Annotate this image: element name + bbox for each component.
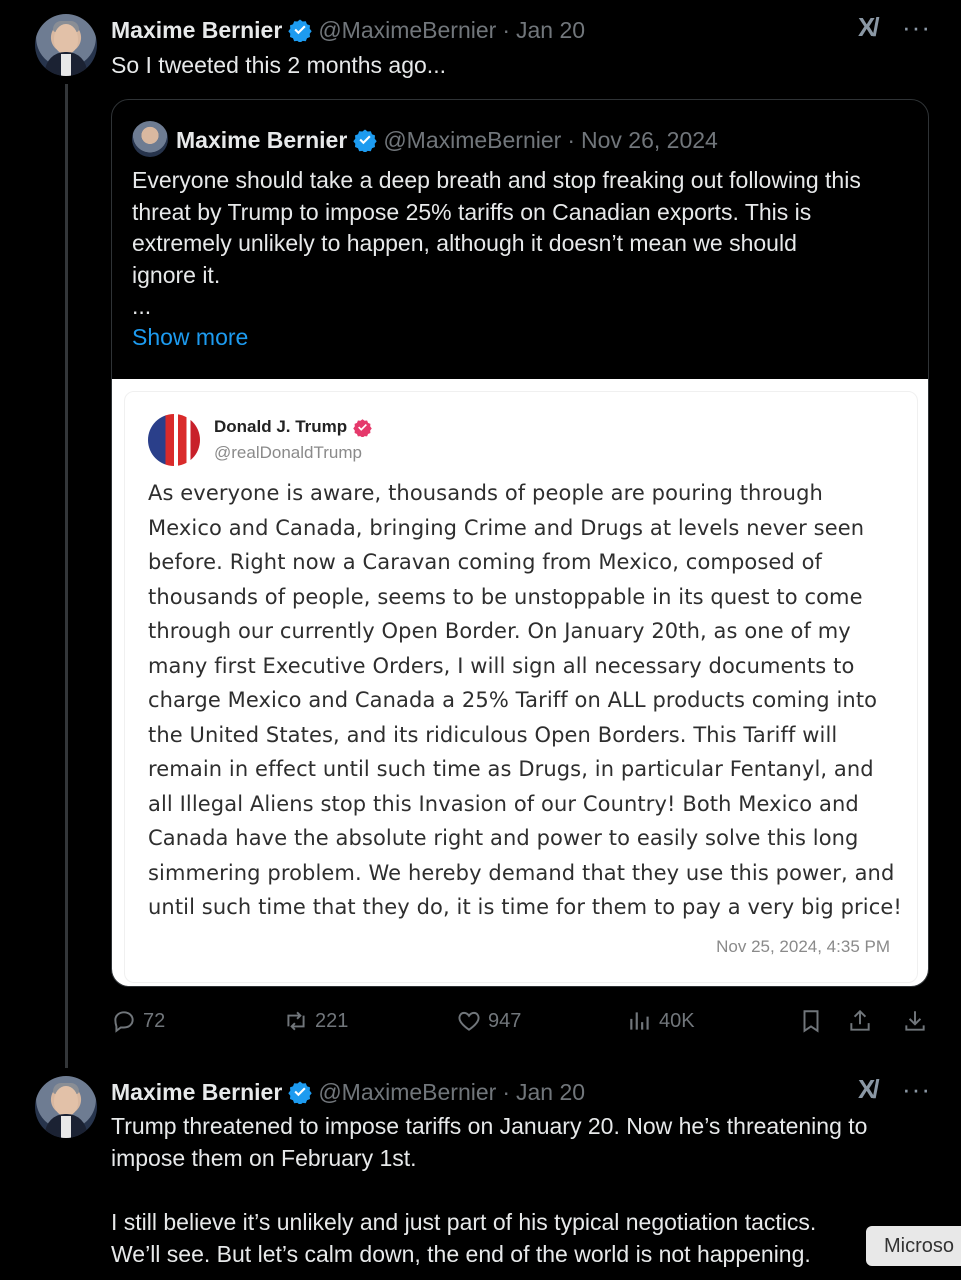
tweet-date[interactable]: Jan 20 (516, 16, 586, 43)
quoted-tweet-card[interactable] (111, 99, 929, 987)
quote-line: ignore it. (132, 261, 221, 288)
tweet-line (111, 1174, 951, 1206)
truth-author-name: Donald J. Trump (214, 417, 348, 436)
truth-line: charge Mexico and Canada a 25% Tariff on ALL products coming into (148, 688, 878, 712)
attached-image[interactable] (112, 379, 928, 986)
repost-button[interactable] (283, 1008, 348, 1034)
tweet-line: I still believe it’s unlikely and just part of his typical negotiation tactics. (111, 1209, 817, 1235)
thread-line (65, 84, 68, 1068)
view-count: 40K (659, 1009, 695, 1032)
quote-line: threat by Trump to impose 25% tariffs on Canadian exports. This is (132, 198, 812, 225)
verified-badge-icon (353, 418, 372, 437)
heart-icon (456, 1008, 482, 1034)
microsoft-overlay-tooltip[interactable]: Microso (866, 1226, 961, 1266)
reply-count: 72 (143, 1009, 166, 1032)
reply-button[interactable] (111, 1008, 165, 1034)
author-handle[interactable]: @MaximeBernier (318, 1078, 497, 1105)
truth-line: As everyone is aware, thousands of people are pouring through (148, 481, 823, 505)
tweet-header (111, 14, 585, 46)
truth-line: through our currently Open Border. On January 20th, as one of my (148, 619, 851, 643)
verified-badge-icon (288, 1080, 312, 1104)
author-name[interactable]: Maxime Bernier (111, 1078, 283, 1105)
quote-line: Everyone should take a deep breath and stop freaking out following this (132, 167, 861, 193)
bookmark-button[interactable] (798, 1008, 824, 1034)
grok-icon[interactable]: X/ (858, 12, 877, 42)
truth-author-handle: @realDonaldTrump (214, 443, 362, 462)
verified-badge-icon (353, 128, 377, 152)
truth-line: all Illegal Aliens stop this Invasion of our Country! Both Mexico and (148, 791, 859, 816)
truth-timestamp: Nov 25, 2024, 4:35 PM (716, 937, 890, 956)
tweet-line: We’ll see. But let’s calm down, the end of the world is not happening. (111, 1241, 811, 1267)
truth-social-post (124, 391, 918, 983)
quote-date: Nov 26, 2024 (581, 126, 718, 153)
tweet-text: So I tweeted this 2 months ago... (111, 52, 446, 78)
quote-header (176, 124, 718, 156)
more-options-icon[interactable]: ··· (902, 1074, 931, 1104)
avatar[interactable] (35, 14, 97, 76)
truth-line: the United States, and its ridiculous Open Borders. This Tariff will (148, 722, 838, 747)
download-icon (902, 1008, 928, 1034)
verified-badge-icon (288, 18, 312, 42)
truth-line: simmering problem. We hereby demand that they use this power, and (148, 860, 895, 885)
quote-author-handle: @MaximeBernier (383, 126, 562, 153)
avatar[interactable] (35, 1076, 97, 1138)
tweet-text (111, 1110, 951, 1270)
tweet-line: impose them on February 1st. (111, 1145, 417, 1171)
like-button[interactable] (456, 1008, 521, 1034)
truth-line: remain in effect until such time as Drugs, in particular Fentanyl, and (148, 757, 874, 781)
repost-count: 221 (315, 1009, 349, 1032)
quote-line: ... (132, 293, 152, 319)
separator-dot: · (502, 1078, 510, 1105)
trump-avatar (148, 414, 200, 466)
repost-icon (283, 1008, 309, 1034)
quote-text (132, 165, 922, 323)
quote-line: extremely unlikely to happen, although it doesn’t mean we should (132, 230, 797, 256)
like-count: 947 (488, 1009, 522, 1032)
truth-line: before. Right now a Caravan coming from Mexico, composed of (148, 550, 823, 574)
tweet-line: Trump threatened to impose tariffs on January 20. Now he’s threatening to (111, 1113, 868, 1139)
truth-line: until such time that they do, it is time for them to pay a very big price! (148, 895, 902, 919)
author-name[interactable]: Maxime Bernier (111, 16, 283, 43)
tweet-header (111, 1076, 585, 1108)
truth-header (214, 417, 372, 437)
views-chart-icon (627, 1008, 653, 1034)
more-options-icon[interactable]: ··· (902, 12, 931, 42)
author-handle[interactable]: @MaximeBernier (318, 16, 497, 43)
truth-line: Mexico and Canada, bringing Crime and Drugs at levels never seen (148, 515, 865, 540)
truth-post-text (148, 476, 908, 925)
truth-line: thousands of people, seems to be unstoppable in its quest to come (148, 584, 863, 609)
separator-dot: · (502, 16, 510, 43)
bookmark-icon (798, 1008, 824, 1034)
reply-icon (111, 1008, 137, 1034)
share-icon (847, 1008, 873, 1034)
truth-line: Canada have the absolute right and power to easily solve this long (148, 826, 859, 850)
quote-avatar (132, 121, 168, 157)
separator-dot: · (567, 126, 575, 153)
quote-author-name: Maxime Bernier (176, 126, 348, 153)
tweet-date[interactable]: Jan 20 (516, 1078, 586, 1105)
show-more-link[interactable]: Show more (132, 324, 249, 350)
views-button[interactable] (627, 1008, 695, 1034)
download-button[interactable] (902, 1008, 928, 1034)
truth-line: many first Executive Orders, I will sign all necessary documents to (148, 653, 855, 678)
grok-icon[interactable]: X/ (858, 1074, 877, 1104)
share-button[interactable] (847, 1008, 873, 1034)
